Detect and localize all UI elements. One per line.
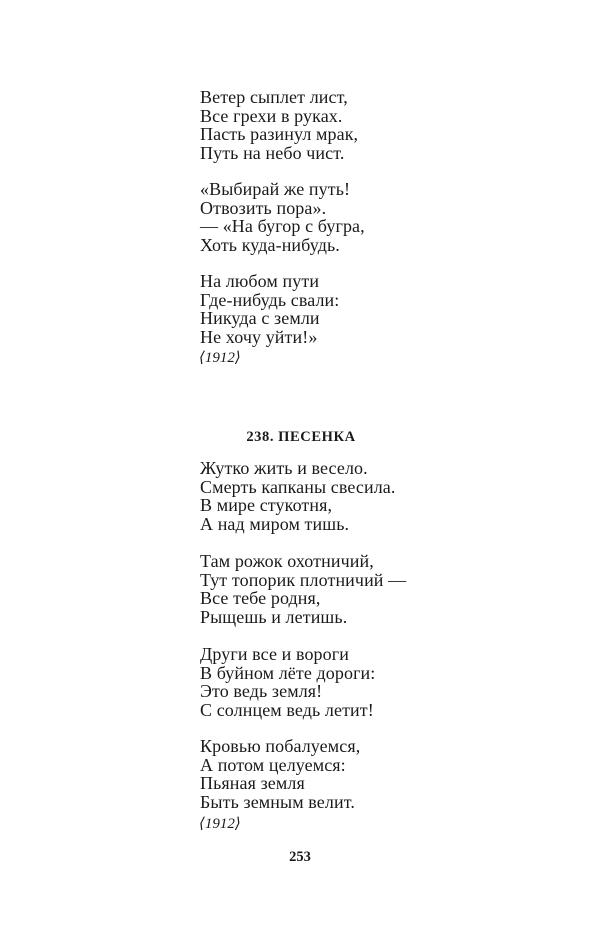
verse-line: Кровью побалуемся, — [200, 736, 361, 756]
verse-line: Други все и вороги — [200, 644, 349, 664]
poem-title-text: ПЕСЕНКА — [278, 429, 356, 445]
poem-number: 238. — [246, 429, 275, 445]
prev-poem-stanza-2 — [200, 180, 365, 254]
verse-line: Это ведь земля! — [200, 681, 323, 702]
verse-line: Никуда с земли — [200, 308, 320, 329]
verse-line: Отвозить пора». — [200, 197, 327, 218]
verse-line: Все грехи в руках. — [200, 105, 343, 126]
prev-poem-stanza-1 — [200, 88, 358, 162]
verse-line: Жутко жить и весело. — [200, 458, 368, 478]
verse-line: С солнцем ведь летит! — [200, 699, 374, 720]
verse-line: Не хочу уйти!» — [200, 326, 318, 347]
verse-line: В буйном лёте дороги: — [200, 662, 376, 683]
verse-line: В мире стукотня, — [200, 495, 333, 516]
verse-line: Хоть куда-нибудь. — [200, 234, 340, 255]
verse-line: А над миром тишь. — [200, 513, 350, 534]
verse-line: Ветер сыплет лист, — [200, 87, 348, 107]
poem-date: ⟨1912⟩ — [199, 816, 241, 832]
verse-line: Пасть разинул мрак, — [200, 124, 359, 145]
verse-line: А потом целуемся: — [200, 754, 346, 775]
poem-stanza-1 — [200, 459, 395, 533]
page-number: 253 — [289, 849, 311, 865]
prev-poem-stanza-3 — [200, 272, 339, 346]
poem-stanza-3 — [200, 645, 375, 719]
verse-line: Рыщешь и летишь. — [200, 606, 348, 627]
verse-line: Где-нибудь свали: — [200, 289, 340, 310]
poem-stanza-2 — [200, 552, 406, 626]
verse-line: «Выбирай же путь! — [200, 179, 351, 199]
verse-line: — «На бугор с бугра, — [200, 216, 365, 237]
verse-line: Смерть капканы свесила. — [200, 476, 396, 497]
verse-line: На любом пути — [200, 271, 320, 291]
poem-title — [0, 428, 600, 446]
prev-poem-date: ⟨1912⟩ — [199, 350, 241, 366]
poem-stanza-4 — [200, 737, 360, 811]
verse-line: Быть земным велит. — [200, 791, 355, 812]
verse-line: Там рожок охотничий, — [200, 551, 374, 571]
verse-line: Тут топорик плотничий — — [200, 569, 407, 590]
verse-line: Путь на небо чист. — [200, 142, 345, 163]
verse-line: Все тебе родня, — [200, 588, 321, 609]
verse-line: Пьяная земля — [200, 773, 305, 794]
